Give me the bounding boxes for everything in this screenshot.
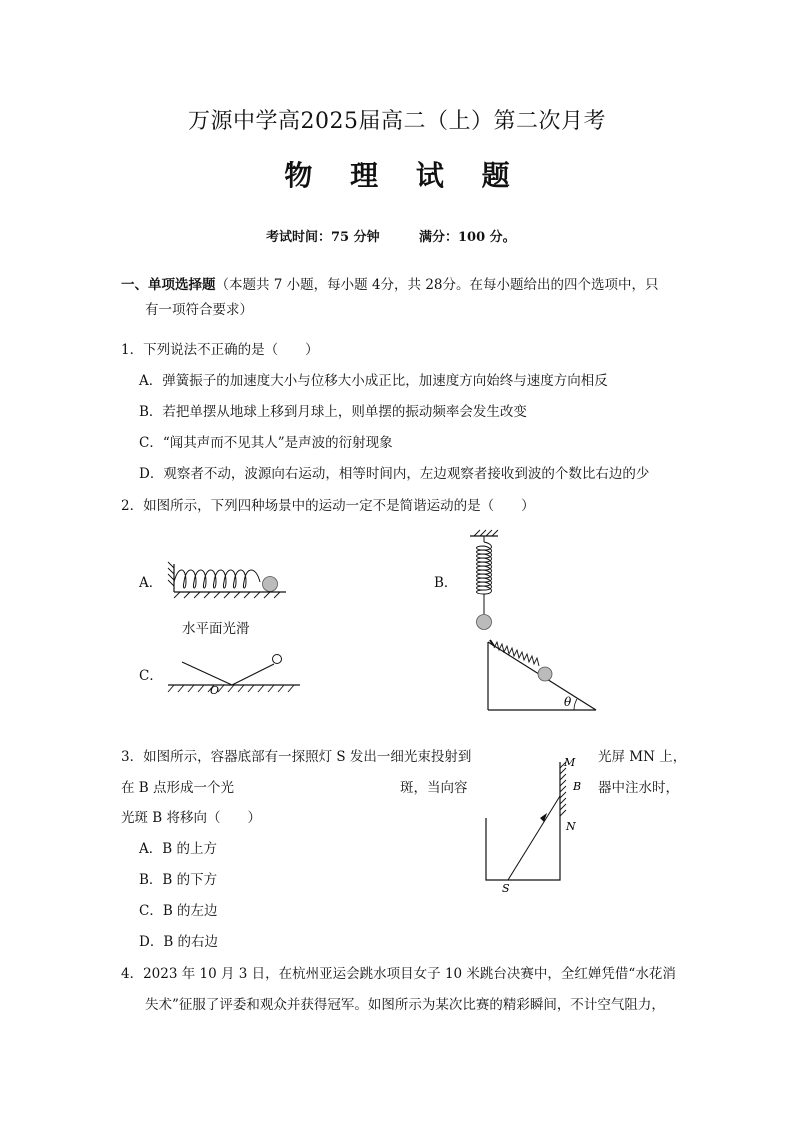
q3-option-d: D．B 的右边 [139,934,219,950]
q2-label-b: B． [434,575,458,591]
q1-option-d: D．观察者不动，波源向右运动，相等时间内，左边观察者接收到波的个数比右边的少 [139,466,650,482]
q3-line1-tail: 光屏 MN 上， [598,749,687,765]
section-heading [121,273,659,293]
spring-oscillator-figure [164,560,294,600]
ball-d [538,667,552,681]
q1-option-c: C．“闻其声而不见其人”是声波的衍射现象 [139,435,393,451]
vertical-spring-figure [464,528,504,634]
q3-line2-c: 器中注水时， [598,780,679,796]
ball-b [477,615,492,630]
section-heading-label: 一、单项选择题 [121,277,216,293]
container-light-figure [474,752,598,896]
q3-line1: 3．如图所示，容器底部有一探照灯 S 发出一细光束投射到 [121,749,472,765]
q1-option-b: B．若把单摆从地球上移到月球上，则单摆的振动频率会发生改变 [139,404,527,420]
angle-theta-label: θ [564,695,572,709]
q2-label-a: A． [139,575,163,591]
full-score: 满分：100 分。 [419,230,516,245]
subject-title: 物 理 试 题 [284,159,524,192]
section-note: （本题共 7 小题，每小题 4分，共 28分。在每小题给出的四个选项中，只 [215,277,659,293]
point-m-label: M [564,756,576,769]
q2-caption-a: 水平面光滑 [182,621,250,637]
ball-a [263,577,278,592]
q4-line1: 4．2023 年 10 月 3 日，在杭州亚运会跳水项目女子 10 米跳台决赛中，全红婵凭借“水花消 [121,966,676,982]
point-o-label: O [210,684,220,696]
q3-line2-a: 在 B 点形成一个光 [121,780,235,796]
q3-line3: 光斑 B 将移向（ ） [121,810,262,826]
q3-option-c: C．B 的左边 [139,903,218,919]
point-n-label: N [566,820,576,833]
exam-time: 考试时间：75 分钟 [266,230,380,245]
q2-label-c: C． [139,668,163,684]
exam-title: 万源中学高2025届高二（上）第二次月考 [188,109,606,134]
q3-option-b: B．B 的下方 [139,872,218,888]
v-track-figure [164,650,304,696]
q3-line2-b: 斑，当向容 [400,780,468,796]
point-s-label: S [502,882,510,895]
incline-spring-figure [484,638,600,714]
section-note-cont: 有一项符合要求） [145,302,253,318]
q1-option-a: A．弹簧振子的加速度大小与位移大小成正比，加速度方向始终与速度方向相反 [139,373,608,389]
q3-option-a: A．B 的上方 [139,841,217,857]
point-b-label: B [573,780,582,793]
q1-stem: 1．下列说法不正确的是（ ） [121,342,319,358]
q2-stem: 2．如图所示，下列四种场景中的运动一定不是简谐运动的是（ ） [121,498,535,514]
q4-line2: 失术”征服了评委和观众并获得冠军。如图所示为某次比赛的精彩瞬间，不计空气阻力， [145,997,665,1013]
